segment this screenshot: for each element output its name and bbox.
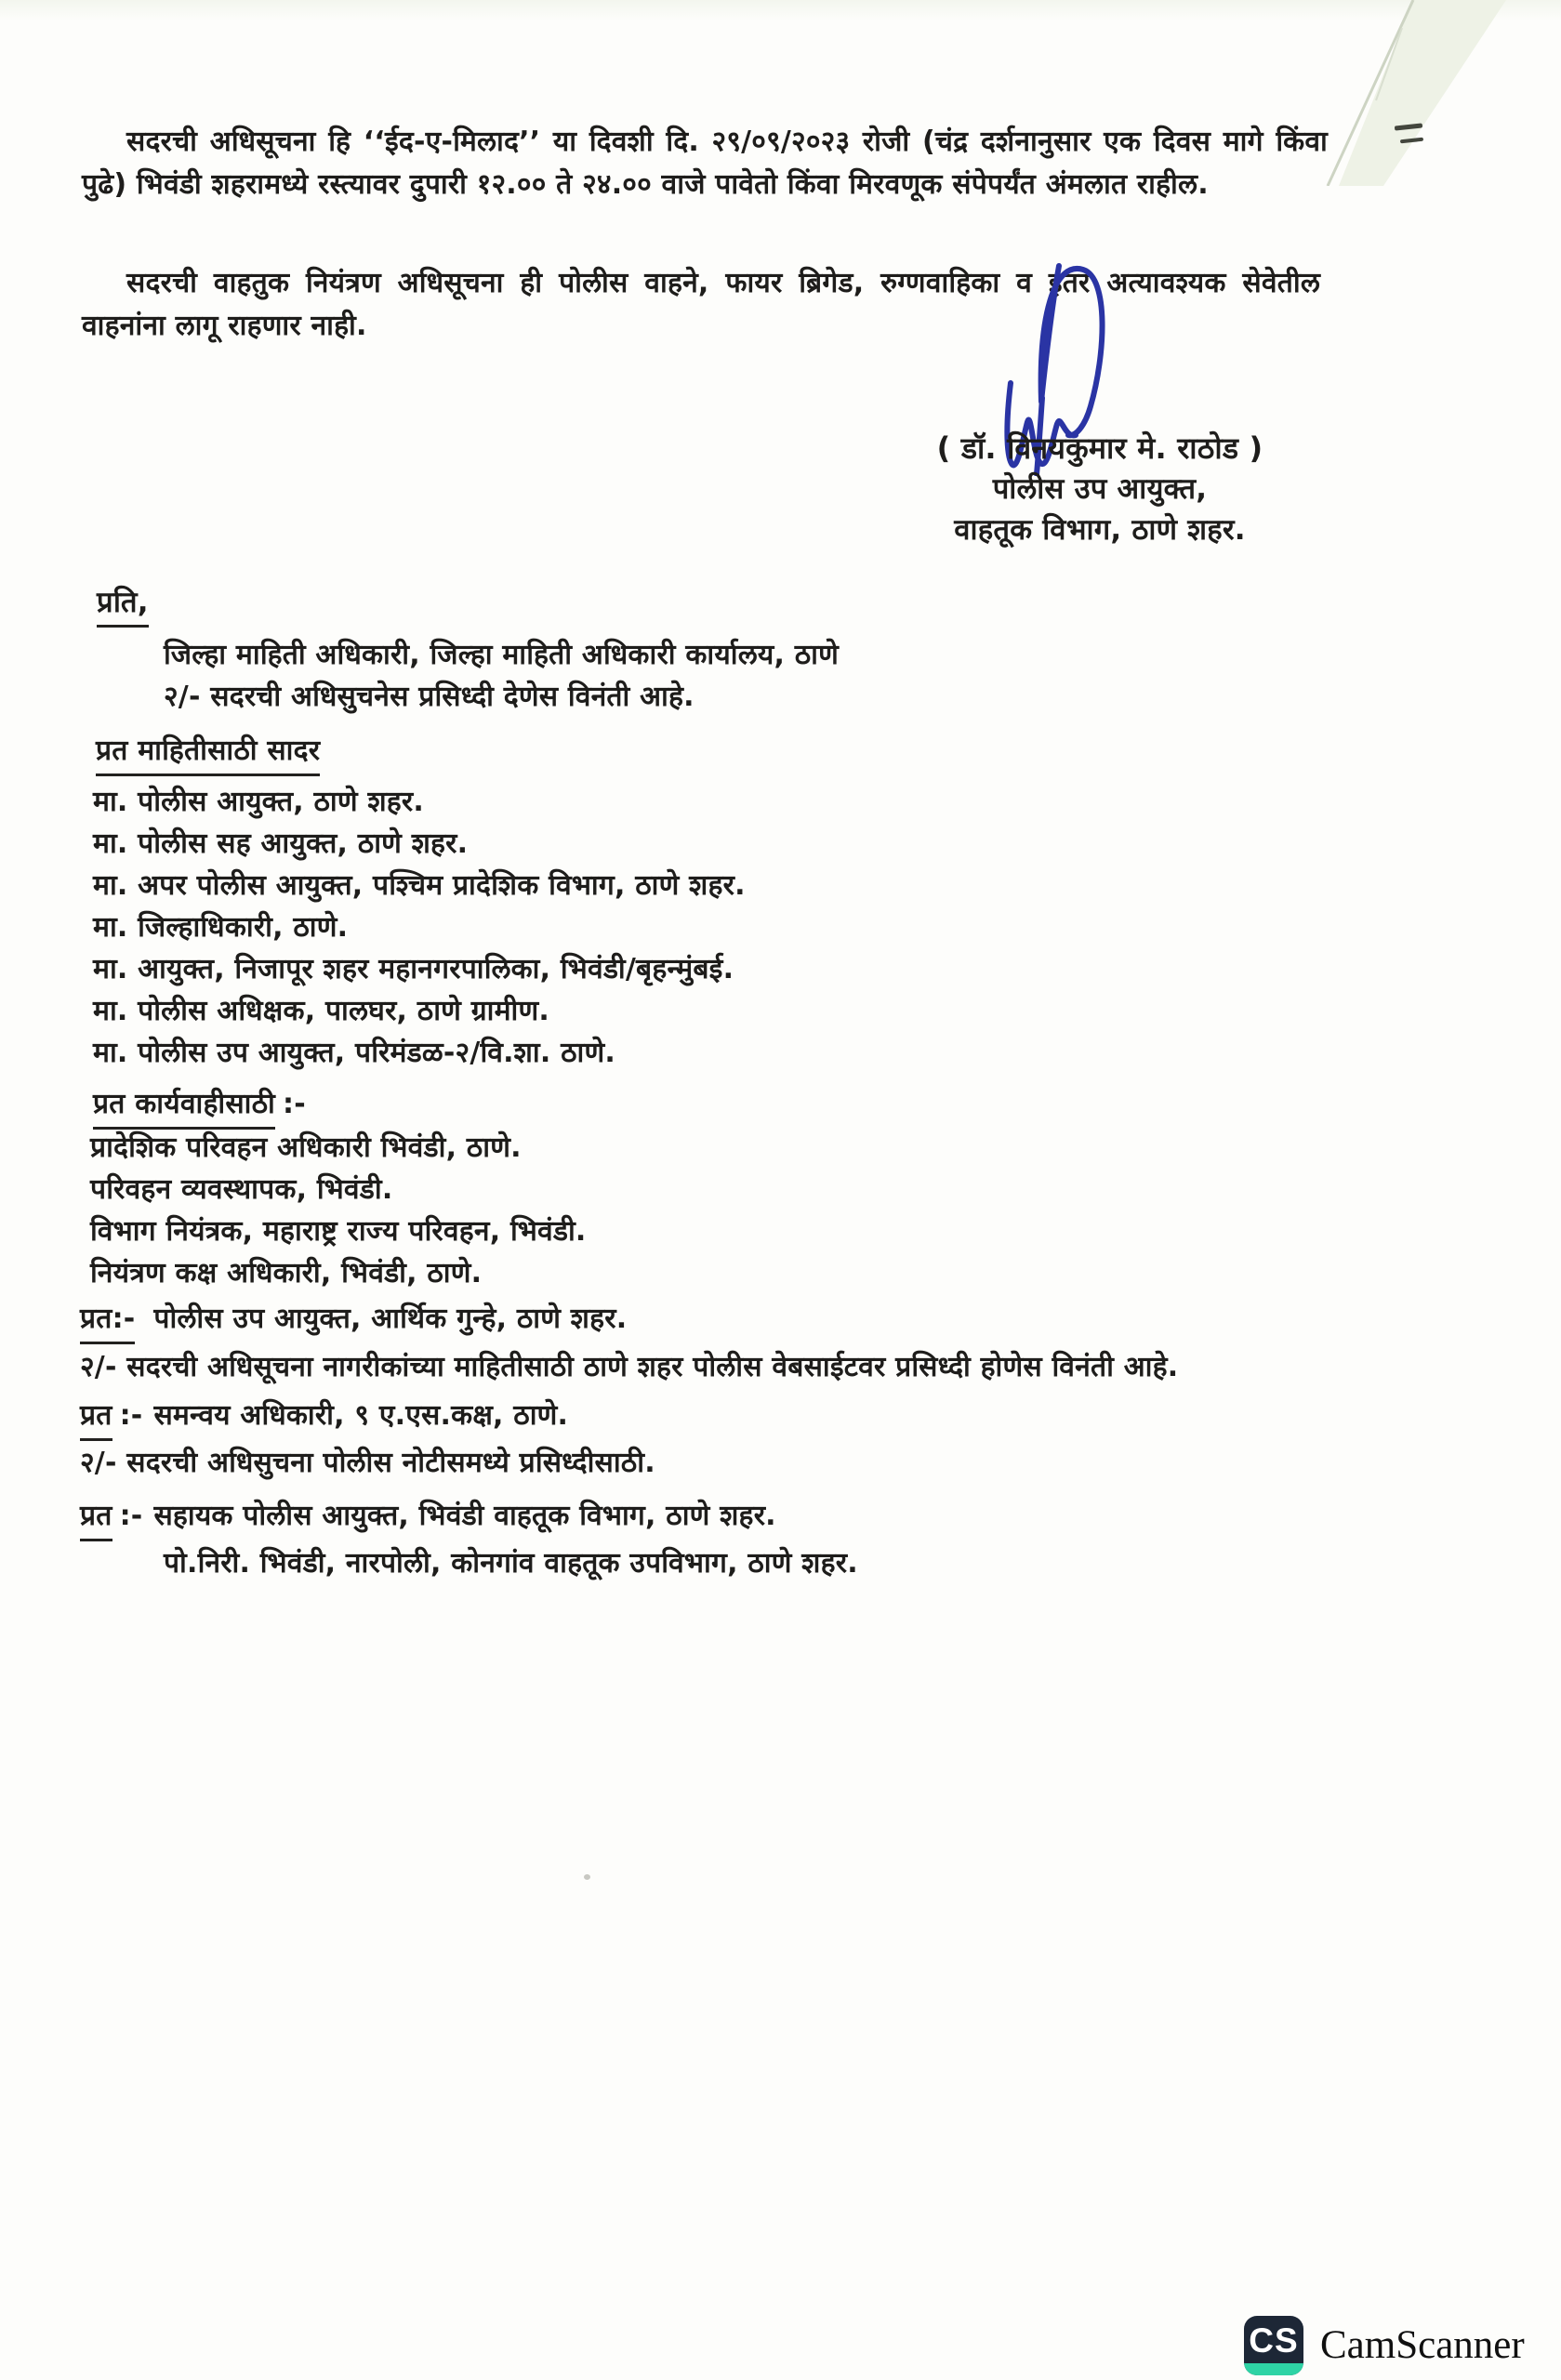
addressee-lines: [164, 634, 839, 718]
copy-section-coordination: [80, 1395, 655, 1486]
list-item: मा. पोलीस उप आयुक्त, परिमंडळ-२/वि.शा. ठाणे.: [93, 1037, 616, 1069]
list-item: मा. आयुक्त, निजापूर शहर महानगरपालिका, भिवंडी/बृहन्मुंबई.: [93, 953, 734, 985]
copy-section-line: [80, 1298, 1178, 1344]
signatory-name: ( डॉ. विनयकुमार मे. राठोड ): [936, 430, 1263, 466]
list-item: मा. पोलीस आयुक्त, ठाणे शहर.: [93, 786, 424, 818]
copy-label: प्रत: [80, 1495, 112, 1541]
action-copy-heading-suffix: :-: [283, 1088, 306, 1120]
copy-section-assistant: [80, 1495, 858, 1586]
copy-label-sep: :-: [119, 1399, 143, 1432]
camscanner-badge-strip: [1244, 2363, 1303, 2375]
copy-section-line: [80, 1495, 858, 1541]
copy-section-line: पो.निरी. भिवंडी, नारपोली, कोनगांव वाहतूक उपविभाग, ठाणे शहर.: [164, 1547, 858, 1580]
info-copy-list: [93, 781, 746, 1074]
list-item: मा. अपर पोलीस आयुक्त, पश्चिम प्रादेशिक विभाग, ठाणे शहर.: [93, 869, 746, 902]
addressee-line: २/- सदरची अधिसुचनेस प्रसिध्दी देणेस विनंती आहे.: [164, 681, 695, 713]
camscanner-logo-icon: [1244, 2316, 1303, 2375]
copy-section-economic: [80, 1298, 1178, 1391]
list-item: परिवहन व्यवस्थापक, भिवंडी.: [90, 1173, 393, 1206]
info-copy-heading-label: प्रत माहितीसाठी सादर: [96, 731, 320, 776]
copy-text: समन्वय अधिकारी, ९ ए.एस.कक्ष, ठाणे.: [153, 1399, 569, 1432]
signatory-designation: पोलीस उप आयुक्त,: [992, 472, 1208, 506]
list-item: मा. जिल्हाधिकारी, ठाणे.: [93, 911, 349, 944]
copy-label-sep: :-: [119, 1500, 143, 1532]
scan-speck: [584, 1874, 590, 1880]
camscanner-wordmark: CamScanner: [1320, 2323, 1525, 2367]
action-copy-heading-label: प्रत कार्यवाहीसाठी: [93, 1084, 275, 1130]
list-item: नियंत्रण कक्ष अधिकारी, भिवंडी, ठाणे.: [90, 1257, 483, 1289]
camscanner-badge-letters: CS: [1249, 2320, 1299, 2360]
addressee-heading: [97, 582, 149, 628]
action-copy-heading: [93, 1084, 306, 1130]
copy-section-line: [80, 1395, 655, 1441]
list-item: मा. पोलीस अधिक्षक, पालघर, ठाणे ग्रामीण.: [93, 995, 549, 1027]
signatory-block: [909, 428, 1290, 550]
action-copy-list: [90, 1127, 587, 1294]
copy-text: सहायक पोलीस आयुक्त, भिवंडी वाहतूक विभाग, ठाणे शहर.: [153, 1500, 776, 1532]
list-item: मा. पोलीस सह आयुक्त, ठाणे शहर.: [93, 827, 469, 860]
copy-section-line: २/- सदरची अधिसूचना नागरीकांच्या माहितीसाठी ठाणे शहर पोलीस वेबसाईटवर प्रसिध्दी होणेस विनंती आहे.: [80, 1351, 1179, 1383]
addressee-line: जिल्हा माहिती अधिकारी, जिल्हा माहिती अधिकारी कार्यालय, ठाणे: [164, 639, 840, 671]
copy-label: प्रत:-: [80, 1298, 135, 1344]
paragraph-exempt-vehicles: सदरची वाहतुक नियंत्रण अधिसूचना ही पोलीस वाहने, फायर ब्रिगेड, रुग्णवाहिका व इतर अत्यावश्यक सेवेतील वाहनांना लागू राहणार नाही.: [82, 267, 1320, 342]
copy-section-line: २/- सदरची अधिसुचना पोलीस नोटीसमध्ये प्रसिध्दीसाठी.: [80, 1447, 655, 1479]
copy-label: प्रत: [80, 1395, 112, 1441]
paragraph-notification-validity: सदरची अधिसूचना हि ‘‘ईद-ए-मिलाद’’ या दिवशी दि. २९/०९/२०२३ रोजी (चंद्र दर्शनानुसार एक दिवस मागे किंवा पुढे) भिवंडी शहरामध्ये रस्त्यावर दुपारी १२.०० ते २४.०० वाजे पावेतो किंवा मिरवणूक संपेपर्यंत अंमलात राहील.: [82, 126, 1328, 201]
addressee-heading-label: प्रति,: [97, 582, 149, 628]
copy-text: पोलीस उप आयुक्त, आर्थिक गुन्हे, ठाणे शहर.: [153, 1302, 628, 1335]
info-copy-heading: [96, 731, 320, 776]
list-item: प्रादेशिक परिवहन अधिकारी भिवंडी, ठाणे.: [90, 1131, 522, 1164]
list-item: विभाग नियंत्रक, महाराष्ट्र राज्य परिवहन, भिवंडी.: [90, 1215, 587, 1248]
signatory-department: वाहतूक विभाग, ठाणे शहर.: [954, 513, 1246, 547]
